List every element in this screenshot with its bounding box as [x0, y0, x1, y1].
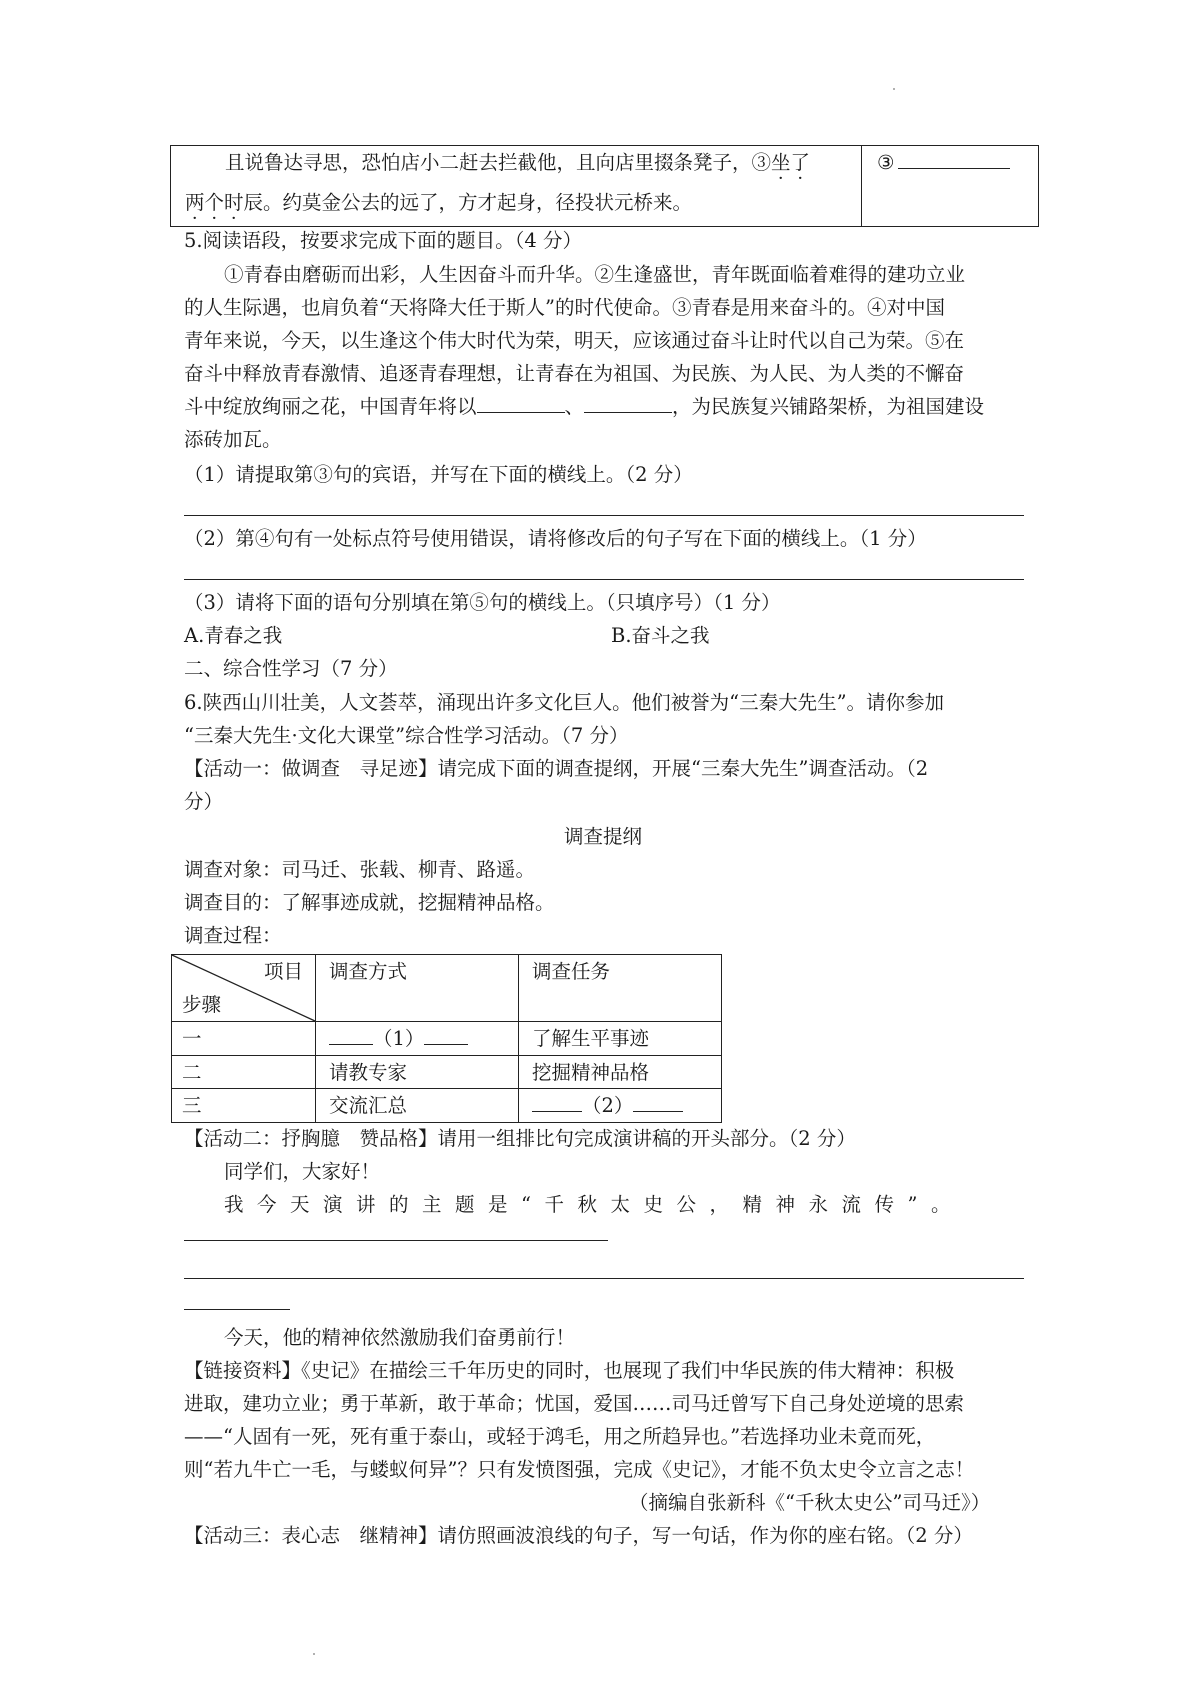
speech-answer-line-2[interactable]	[184, 1278, 1024, 1279]
table-row-task: 挖掘精神品格	[532, 1061, 650, 1084]
option-b: B.奋斗之我	[611, 624, 710, 647]
q6-line-1: 6.陕西山川壮美，人文荟萃，涌现出许多文化巨人。他们被誉为“三秦大先生”。请你参加	[184, 691, 945, 714]
table-row-method: 请教专家	[329, 1061, 408, 1084]
link-material-line-1: 【链接资料】《史记》在描绘三千年历史的同时，也展现了我们中华民族的伟大精神：积极	[184, 1359, 955, 1382]
corner-bottom-label: 步骤	[182, 993, 222, 1016]
table-row-method-blank[interactable]: （1）	[329, 1022, 468, 1055]
link-material-line-4: 则“若九牛亡一毛，与蝼蚁何异”？只有发愤图强，完成《史记》，才能不负太史令立言之志！	[184, 1458, 975, 1481]
fill-blank-1[interactable]	[477, 390, 565, 413]
speech-greeting: 同学们，大家好！	[224, 1160, 381, 1183]
fill-blank-2[interactable]	[584, 390, 672, 413]
link-material-source: （摘编自张新科《“千秋太史公”司马迁》）	[629, 1491, 991, 1514]
emphasis-dot-char: 了	[790, 151, 811, 174]
top-table	[170, 145, 1039, 227]
q5-paragraph-line-5: 斗中绽放绚丽之花，中国青年将以 、 ，为民族复兴铺路架桥，为祖国建设	[184, 390, 984, 423]
speech-answer-line-3[interactable]	[184, 1309, 290, 1310]
q5-paragraph-line-2: 的人生际遇，也肩负着“天将降大任于斯人”的时代使命。③青春是用来奋斗的。④对中国	[184, 296, 945, 319]
emphasis-dot-char: 坐	[771, 151, 791, 174]
table-divider	[518, 955, 519, 1122]
activity-3: 【活动三：表心志 继精神】请仿照画波浪线的句子，写一句话，作为你的座右铭。（2 分）	[184, 1524, 973, 1547]
link-material-line-3: ——“人固有一死，死有重于泰山，或轻于鸿毛，用之所趋异也。”若选择功业未竟而死，	[184, 1425, 936, 1448]
q5-paragraph-line-4: 奋斗中释放青春激情、追逐青春理想，让青春在为祖国、为民族、为人民、为人类的不懈奋	[184, 362, 965, 385]
answer-line-2[interactable]	[184, 579, 1024, 580]
blank-underline	[424, 1022, 468, 1045]
q5-sub-1: （1）请提取第③句的宾语，并写在下面的横线上。（2 分）	[184, 463, 693, 486]
activity-1-line-2: 分）	[184, 790, 224, 813]
q5-paragraph-line-6: 添砖加瓦。	[184, 428, 282, 451]
activity-2: 【活动二：抒胸臆 赞品格】请用一组排比句完成演讲稿的开头部分。（2 分）	[184, 1127, 856, 1150]
emphasis-dot-char: 两	[185, 191, 205, 214]
top-table-line-2: 两个时辰。约莫金公去的远了，方才起身，径投状元桥来。	[185, 191, 693, 214]
top-table-line-1: 且说鲁达寻思，恐怕店小二赶去拦截他，且向店里掇条凳子，③坐了	[225, 151, 811, 174]
answer-cell[interactable]	[877, 146, 1010, 179]
table-row-task-blank[interactable]: （2）	[532, 1089, 683, 1122]
q5-title: 5.阅读语段，按要求完成下面的题目。（4 分）	[184, 229, 582, 252]
survey-purpose: 调查目的：了解事迹成就，挖掘精神品格。	[184, 891, 555, 914]
top-table-divider	[861, 146, 862, 226]
emphasis-dot-char: 时	[224, 191, 244, 214]
table-row-method: 交流汇总	[329, 1094, 408, 1117]
answer-blank[interactable]	[898, 146, 1010, 169]
scan-speck	[313, 1653, 315, 1655]
scan-speck	[893, 88, 895, 90]
q5-paragraph-line-1: ①青春由磨砺而出彩，人生因奋斗而升华。②生逢盛世，青年既面临着难得的建功立业	[224, 263, 966, 286]
option-a: A.青春之我	[184, 624, 283, 647]
survey-process: 调查过程：	[184, 924, 282, 947]
column-header-method: 调查方式	[329, 960, 408, 983]
column-header-task: 调查任务	[532, 960, 611, 983]
answer-line-1[interactable]	[184, 515, 1024, 516]
section-2-title: 二、综合性学习（7 分）	[184, 657, 398, 680]
link-material-line-2: 进取，建功立业；勇于革新，敢于革命；忧国，爱国……司马迁曾写下自己身处逆境的思索	[184, 1392, 965, 1415]
answer-label: ③	[877, 151, 895, 174]
speech-answer-line-1[interactable]	[184, 1240, 608, 1241]
speech-theme: 我今天演讲的主题是“千秋太史公，精神永流传”。	[224, 1193, 964, 1216]
outline-title: 调查提纲	[564, 825, 643, 848]
corner-top-label: 项目	[264, 960, 304, 983]
speech-closing: 今天，他的精神依然激励我们奋勇前行！	[224, 1326, 576, 1349]
table-row-step: 二	[182, 1061, 202, 1084]
blank-underline	[329, 1022, 373, 1045]
blank-underline	[633, 1089, 683, 1112]
q5-sub-2: （2）第④句有一处标点符号使用错误，请将修改后的句子写在下面的横线上。（1 分）	[184, 527, 927, 550]
q5-sub-3: （3）请将下面的语句分别填在第⑤句的横线上。（只填序号）（1 分）	[184, 591, 781, 614]
blank-underline	[532, 1089, 582, 1112]
table-row-task: 了解生平事迹	[532, 1027, 650, 1050]
survey-table	[171, 954, 722, 1123]
activity-1-line-1: 【活动一：做调查 寻足迹】请完成下面的调查提纲，开展“三秦大先生”调查活动。（2	[184, 757, 929, 780]
emphasis-dot-char: 个	[204, 191, 225, 214]
table-row-step: 一	[182, 1027, 202, 1050]
survey-subject: 调查对象：司马迁、张载、柳青、路遥。	[184, 858, 536, 881]
q6-line-2: “三秦大先生·文化大课堂”综合性学习活动。（7 分）	[184, 724, 629, 747]
q5-paragraph-line-3: 青年来说，今天，以生逢这个伟大时代为荣，明天，应该通过奋斗让时代以自己为荣。⑤在	[184, 329, 965, 352]
table-row-step: 三	[182, 1094, 202, 1117]
